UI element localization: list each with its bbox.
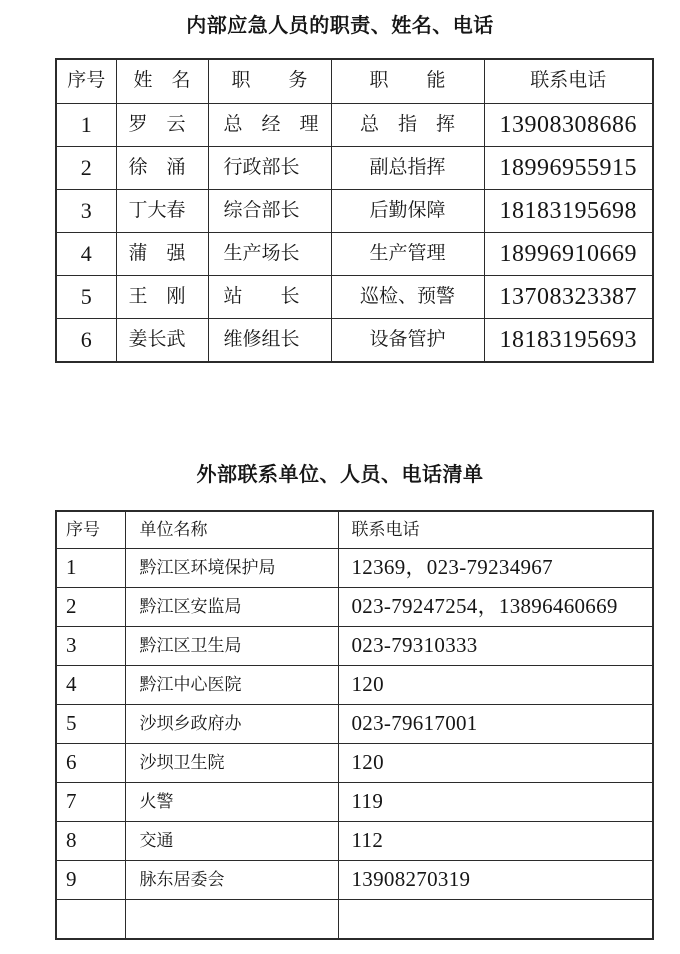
cell-phone: 18183195693 (484, 319, 653, 363)
cell-no: 7 (56, 783, 125, 822)
table-row (56, 666, 653, 705)
table-row (56, 627, 653, 666)
cell-role: 总 指 挥 (331, 104, 484, 147)
table-row (56, 861, 653, 900)
external-contacts-table (55, 510, 654, 940)
cell-no: 1 (56, 549, 125, 588)
cell-no: 3 (56, 627, 125, 666)
internal-header-name: 姓 名 (116, 59, 208, 104)
cell-phone (338, 900, 653, 940)
external-header-no: 序号 (56, 511, 125, 549)
external-header-row (56, 511, 653, 549)
internal-header-row (56, 59, 653, 104)
internal-header-role: 职 能 (331, 59, 484, 104)
cell-phone: 13908308686 (484, 104, 653, 147)
cell-no: 4 (56, 233, 116, 276)
table-row-empty (56, 900, 653, 940)
internal-header-position: 职 务 (208, 59, 331, 104)
cell-name: 丁大春 (116, 190, 208, 233)
cell-name: 姜长武 (116, 319, 208, 363)
cell-phone: 120 (338, 744, 653, 783)
external-header-phone: 联系电话 (338, 511, 653, 549)
cell-name: 徐 涌 (116, 147, 208, 190)
cell-phone: 18996910669 (484, 233, 653, 276)
cell-role: 生产管理 (331, 233, 484, 276)
cell-no: 2 (56, 147, 116, 190)
cell-position: 行政部长 (208, 147, 331, 190)
cell-no: 5 (56, 276, 116, 319)
cell-position: 总 经 理 (208, 104, 331, 147)
cell-no: 3 (56, 190, 116, 233)
internal-contacts-table (55, 58, 654, 363)
cell-name: 罗 云 (116, 104, 208, 147)
cell-no: 4 (56, 666, 125, 705)
cell-no: 6 (56, 319, 116, 363)
cell-no: 1 (56, 104, 116, 147)
cell-position: 生产场长 (208, 233, 331, 276)
cell-phone: 13908270319 (338, 861, 653, 900)
cell-phone: 18996955915 (484, 147, 653, 190)
cell-role: 巡检、预警 (331, 276, 484, 319)
cell-name: 王 刚 (116, 276, 208, 319)
cell-unit: 黔江区安监局 (125, 588, 338, 627)
cell-no: 5 (56, 705, 125, 744)
table-row (56, 319, 653, 363)
cell-position: 站 长 (208, 276, 331, 319)
cell-no: 6 (56, 744, 125, 783)
cell-position: 综合部长 (208, 190, 331, 233)
cell-phone: 120 (338, 666, 653, 705)
cell-unit (125, 900, 338, 940)
table-row (56, 233, 653, 276)
cell-no: 2 (56, 588, 125, 627)
cell-phone: 119 (338, 783, 653, 822)
cell-phone: 12369，023-79234967 (338, 549, 653, 588)
cell-name: 蒲 强 (116, 233, 208, 276)
cell-role: 设备管护 (331, 319, 484, 363)
cell-phone: 023-79247254，13896460669 (338, 588, 653, 627)
table-row (56, 549, 653, 588)
cell-phone: 13708323387 (484, 276, 653, 319)
internal-header-phone: 联系电话 (484, 59, 653, 104)
table-row (56, 783, 653, 822)
cell-unit: 火警 (125, 783, 338, 822)
cell-phone: 023-79617001 (338, 705, 653, 744)
external-header-unit: 单位名称 (125, 511, 338, 549)
table-row (56, 276, 653, 319)
cell-unit: 黔江区卫生局 (125, 627, 338, 666)
cell-no: 9 (56, 861, 125, 900)
cell-role: 副总指挥 (331, 147, 484, 190)
cell-unit: 沙坝乡政府办 (125, 705, 338, 744)
table-row (56, 744, 653, 783)
cell-role: 后勤保障 (331, 190, 484, 233)
internal-header-no: 序号 (56, 59, 116, 104)
cell-phone: 112 (338, 822, 653, 861)
cell-unit: 脉东居委会 (125, 861, 338, 900)
cell-phone: 023-79310333 (338, 627, 653, 666)
cell-unit: 交通 (125, 822, 338, 861)
cell-no: 8 (56, 822, 125, 861)
table-row (56, 822, 653, 861)
table-row (56, 705, 653, 744)
cell-position: 维修组长 (208, 319, 331, 363)
cell-unit: 沙坝卫生院 (125, 744, 338, 783)
cell-unit: 黔江中心医院 (125, 666, 338, 705)
table-row (56, 588, 653, 627)
table-row (56, 190, 653, 233)
cell-phone: 18183195698 (484, 190, 653, 233)
internal-table-title: 内部应急人员的职责、姓名、电话 (186, 15, 494, 37)
table-row (56, 104, 653, 147)
cell-unit: 黔江区环境保护局 (125, 549, 338, 588)
table-row (56, 147, 653, 190)
cell-no (56, 900, 125, 940)
external-table-title: 外部联系单位、人员、电话清单 (196, 464, 484, 486)
